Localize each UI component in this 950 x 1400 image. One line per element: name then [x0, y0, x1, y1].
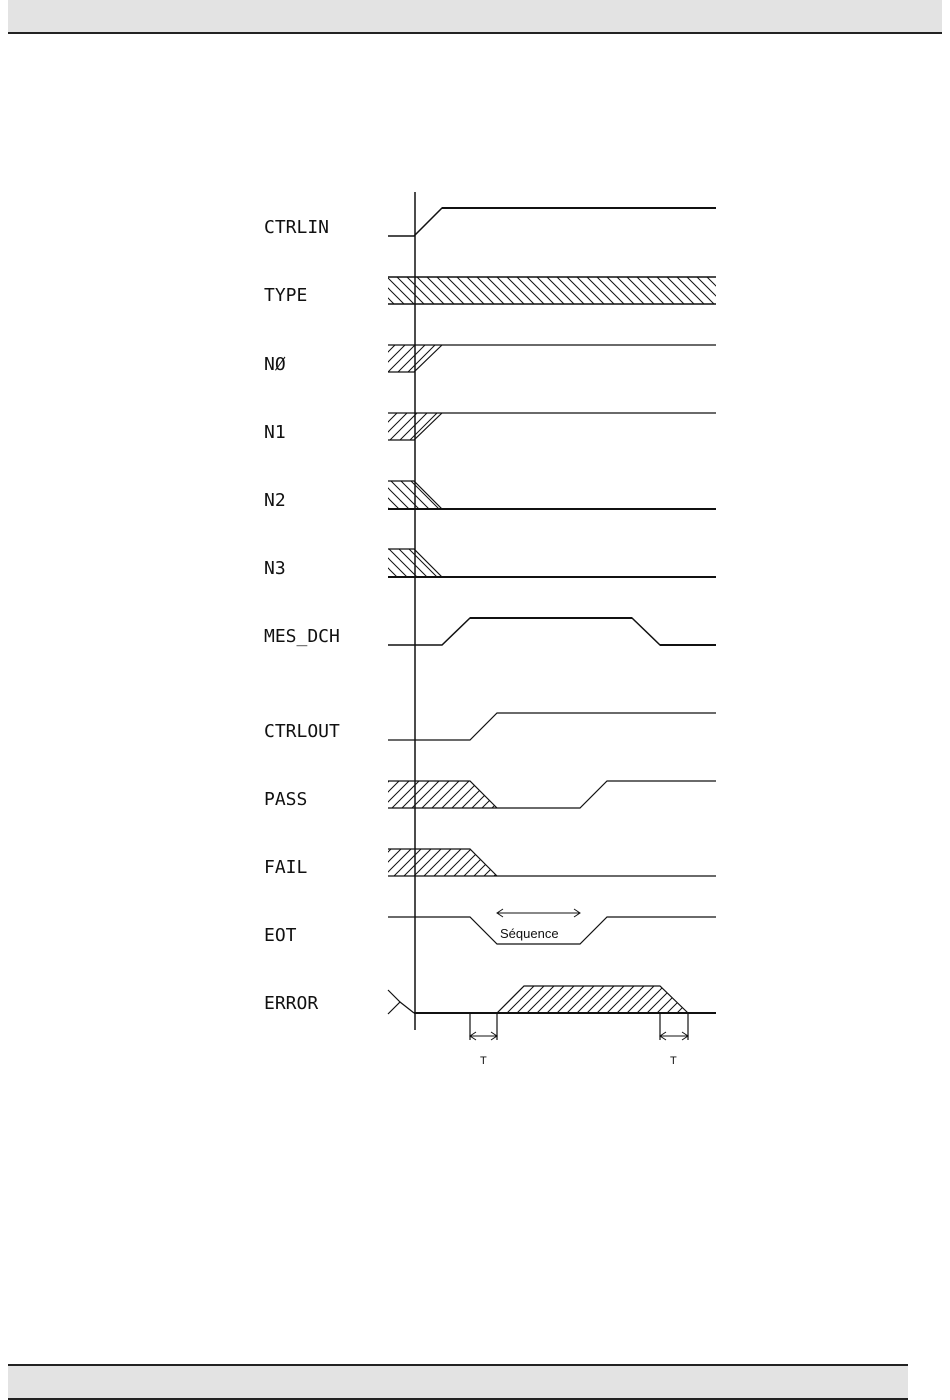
signal-label-ctrlin: CTRLIN — [264, 217, 330, 238]
signal-label-type: TYPE — [264, 285, 308, 306]
signal-label-pass: PASS — [264, 789, 308, 810]
signal-label-n2: N2 — [264, 490, 286, 511]
waveform-ctrlin — [388, 208, 716, 236]
signal-label-ctrlout: CTRLOUT — [264, 721, 340, 742]
waveform-mes-dch — [388, 618, 716, 645]
signal-label-mes-dch: MES_DCH — [264, 626, 340, 647]
signal-label-n3: N3 — [264, 558, 286, 579]
t-marker-second — [660, 1013, 688, 1040]
signal-label-error: ERROR — [264, 993, 319, 1014]
signal-label-n0: NØ — [264, 354, 286, 375]
signal-label-eot: EOT — [264, 925, 297, 946]
waveform-error — [388, 986, 716, 1014]
waveform-fail — [388, 849, 716, 876]
t-label-second: T — [670, 1055, 677, 1067]
waveform-ctrlout — [388, 713, 716, 740]
waveform-n1 — [388, 413, 716, 440]
t-marker-first — [470, 1013, 497, 1040]
sequence-label: Séquence — [500, 926, 559, 941]
sequence-arrow — [497, 909, 580, 917]
waveform-n2 — [388, 481, 716, 509]
waveform-n3 — [388, 549, 716, 577]
waveform-n0 — [388, 345, 716, 372]
signal-label-fail: FAIL — [264, 857, 308, 878]
waveform-type — [388, 277, 716, 304]
t-label-first: T — [480, 1055, 487, 1067]
signal-label-n1: N1 — [264, 422, 286, 443]
waveform-pass — [388, 781, 716, 808]
